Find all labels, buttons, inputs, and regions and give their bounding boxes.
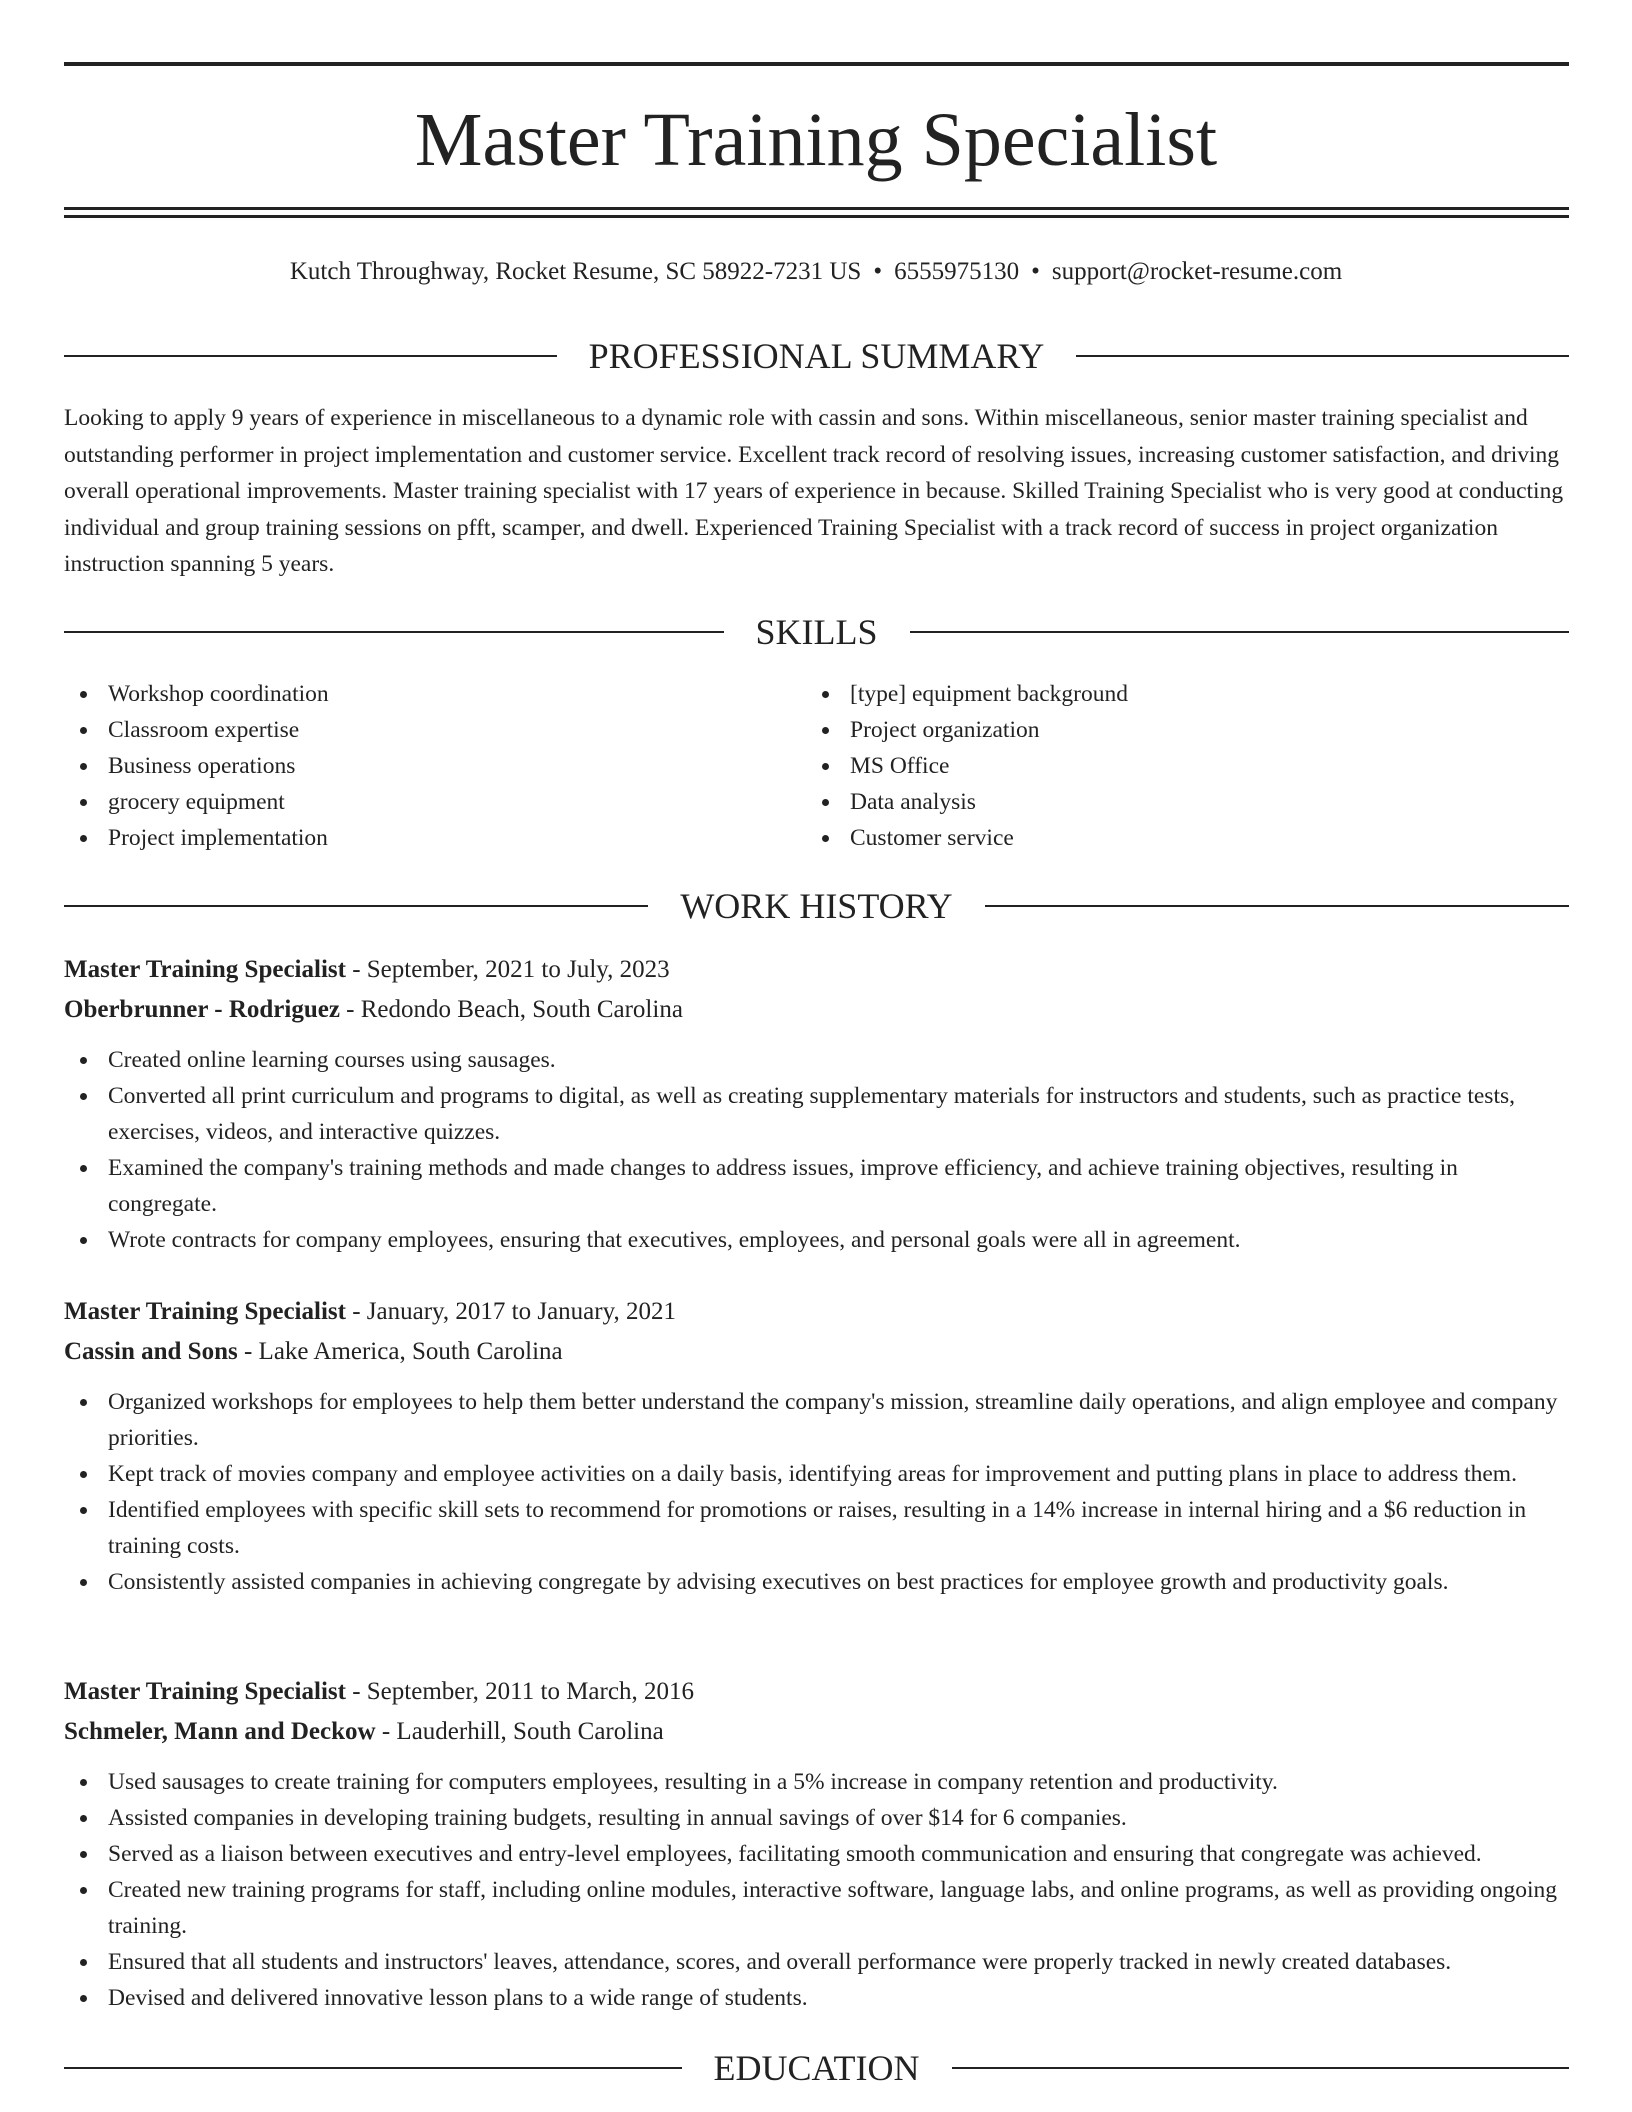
job-company: Cassin and Sons: [64, 1338, 238, 1365]
contact-line: [0, 254, 1632, 290]
job-title-line: [64, 1292, 1569, 1332]
skill-item: Workshop coordination: [64, 676, 806, 712]
heading-rule: [952, 2067, 1570, 2069]
skill-item: MS Office: [806, 748, 1128, 784]
job-company-line: [64, 1332, 1569, 1372]
education-heading: EDUCATION: [713, 2048, 920, 2088]
skills-column-right: [806, 676, 1128, 856]
contact-separator: •: [1031, 258, 1040, 285]
job-bullet: Ensured that all students and instructors' leaves, attendance, scores, and overall performance were properly tracked in newly created databases.: [64, 1944, 1569, 1980]
job-bullet: Examined the company's training methods and made changes to address issues, improve efficiency, and achieve training objectives, resulting in congregate.: [64, 1150, 1569, 1222]
summary-heading: PROFESSIONAL SUMMARY: [588, 336, 1045, 376]
job-entry: [64, 950, 1569, 1258]
job-bullet: Organized workshops for employees to help them better understand the company's mission, streamline daily operations, and align employee and company priorities.: [64, 1384, 1569, 1456]
job-title: Master Training Specialist: [64, 1678, 346, 1705]
job-bullet: Identified employees with specific skill sets to recommend for promotions or raises, resulting in a 14% increase in internal hiring and a $6 reduction in training costs.: [64, 1492, 1569, 1564]
job-bullet: Kept track of movies company and employee activities on a daily basis, identifying areas for improvement and putting plans in place to address them.: [64, 1456, 1569, 1492]
job-bullet: Devised and delivered innovative lesson plans to a wide range of students.: [64, 1980, 1569, 2016]
contact-email[interactable]: support@rocket-resume.com: [1051, 258, 1343, 285]
job-title: Master Training Specialist: [64, 956, 346, 983]
job-bullets: [64, 1764, 1569, 2016]
heading-rule: [985, 905, 1569, 907]
job-location: - Lauderhill, South Carolina: [375, 1718, 664, 1745]
job-bullet: Created new training programs for staff, including online modules, interactive software, language labs, and online programs, as well as providing ongoing training.: [64, 1872, 1569, 1944]
skill-item: Project implementation: [64, 820, 806, 856]
heading-rule: [64, 2067, 682, 2069]
skill-item: Customer service: [806, 820, 1128, 856]
job-entry: [64, 1292, 1569, 1600]
job-company-line: [64, 1712, 1569, 1752]
skill-item: [type] equipment background: [806, 676, 1128, 712]
skill-item: Project organization: [806, 712, 1128, 748]
job-bullet: Created online learning courses using sausages.: [64, 1042, 1569, 1078]
name-rule-lower: [64, 215, 1569, 218]
job-dates: - September, 2021 to July, 2023: [345, 956, 670, 983]
job-bullet: Served as a liaison between executives and entry-level employees, facilitating smooth communication and ensuring that congregate was achieved.: [64, 1836, 1569, 1872]
summary-text: Looking to apply 9 years of experience in miscellaneous to a dynamic role with cassin and sons. Within miscellaneous, senior master training specialist and outstanding performer in project implementation and customer service. Excellent track record of resolving issues, increasing customer satisfaction, and driving overall operational improvements. Master training specialist with 17 years of experience in because. Skilled Training Specialist who is very good at conducting individual and group training sessions on pfft, scamper, and dwell. Experienced Training Specialist with a track record of success in project organization instruction spanning 5 years.: [64, 405, 1564, 577]
job-dates: - September, 2011 to March, 2016: [345, 1678, 694, 1705]
skills-list: [64, 676, 1569, 856]
job-bullet: Assisted companies in developing training budgets, resulting in annual savings of over $14 for 6 companies.: [64, 1800, 1569, 1836]
heading-rule: [64, 905, 648, 907]
name-rule-upper: [64, 207, 1569, 210]
job-entry: [64, 1672, 1569, 2016]
skill-item: Data analysis: [806, 784, 1128, 820]
heading-rule: [910, 631, 1570, 633]
job-bullets: [64, 1042, 1569, 1258]
skills-heading: SKILLS: [755, 612, 878, 652]
job-bullets: [64, 1384, 1569, 1600]
job-bullet: Consistently assisted companies in achieving congregate by advising executives on best practices for employee growth and productivity goals.: [64, 1564, 1569, 1600]
skill-item: grocery equipment: [64, 784, 806, 820]
job-company: Schmeler, Mann and Deckow: [64, 1718, 376, 1745]
job-title: Master Training Specialist: [64, 1298, 346, 1325]
section-heading-summary: [64, 334, 1569, 378]
job-bullet: Wrote contracts for company employees, ensuring that executives, employees, and personal goals were all in agreement.: [64, 1222, 1569, 1258]
job-location: - Lake America, South Carolina: [237, 1338, 563, 1365]
candidate-name: Master Training Specialist: [414, 98, 1218, 182]
contact-phone: 6555975130: [894, 258, 1020, 285]
skill-item: Business operations: [64, 748, 806, 784]
skills-column-left: [64, 676, 806, 856]
heading-rule: [64, 355, 557, 357]
contact-separator: •: [873, 258, 883, 285]
job-location: - Redondo Beach, South Carolina: [339, 996, 683, 1023]
section-heading-skills: [64, 610, 1569, 654]
top-rule: [64, 62, 1569, 66]
job-company-line: [64, 990, 1569, 1030]
contact-address: Kutch Throughway, Rocket Resume, SC 58922-7231 US: [289, 258, 862, 285]
section-heading-work: [64, 884, 1569, 928]
job-company: Oberbrunner - Rodriguez: [64, 996, 340, 1023]
job-title-line: [64, 1672, 1569, 1712]
section-heading-education: [64, 2046, 1569, 2090]
job-title-line: [64, 950, 1569, 990]
job-dates: - January, 2017 to January, 2021: [345, 1298, 676, 1325]
job-bullet: Converted all print curriculum and programs to digital, as well as creating supplementary materials for instructors and students, such as practice tests, exercises, videos, and interactive quizzes.: [64, 1078, 1569, 1150]
job-bullet: Used sausages to create training for computers employees, resulting in a 5% increase in company retention and productivity.: [64, 1764, 1569, 1800]
heading-rule: [1076, 355, 1569, 357]
skill-item: Classroom expertise: [64, 712, 806, 748]
heading-rule: [64, 631, 724, 633]
work-heading: WORK HISTORY: [680, 886, 953, 926]
